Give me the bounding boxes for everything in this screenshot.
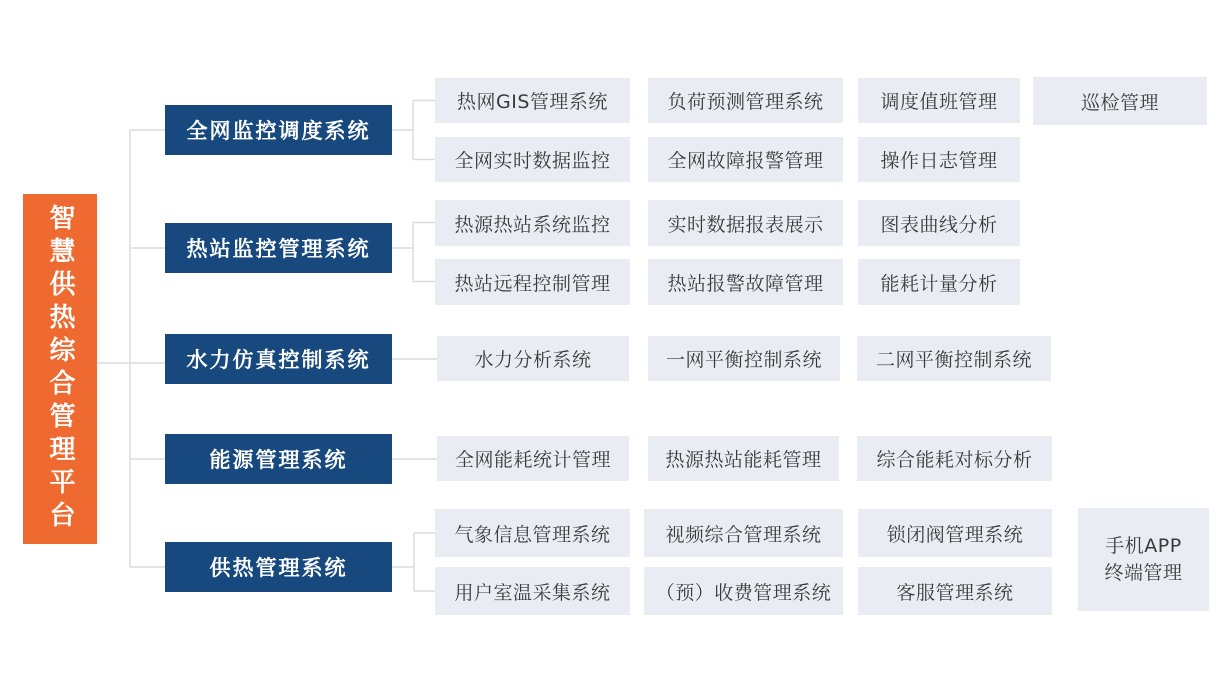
subsystem-box: 二网平衡控制系统 (857, 336, 1051, 381)
system-box-heating-management: 供热管理系统 (165, 542, 392, 592)
subsystem-box: 客服管理系统 (858, 567, 1052, 615)
system-box-network-monitoring-dispatch: 全网监控调度系统 (165, 105, 392, 155)
subsystem-box: 操作日志管理 (858, 137, 1020, 182)
subsystem-box: 全网实时数据监控 (435, 137, 630, 182)
subsystem-box: 热站远程控制管理 (435, 259, 630, 305)
system-box-hydraulic-simulation: 水力仿真控制系统 (165, 334, 392, 384)
platform-root-box: 智慧供热综合管理平台 (23, 194, 97, 544)
subsystem-box: 气象信息管理系统 (435, 509, 630, 557)
system-box-station-monitoring: 热站监控管理系统 (165, 223, 392, 273)
subsystem-label-line1: 手机APP (1105, 534, 1182, 557)
subsystem-label-line2: 终端管理 (1104, 561, 1183, 584)
subsystem-box: 综合能耗对标分析 (857, 436, 1052, 481)
subsystem-box: 热源热站系统监控 (435, 200, 630, 246)
subsystem-box: 用户室温采集系统 (435, 567, 630, 615)
subsystem-box: 全网故障报警管理 (648, 137, 843, 182)
subsystem-box: 水力分析系统 (437, 336, 629, 381)
subsystem-box: 负荷预测管理系统 (648, 78, 843, 123)
system-box-energy-management: 能源管理系统 (165, 434, 392, 484)
subsystem-box: 热网GIS管理系统 (435, 78, 630, 123)
subsystem-box: 图表曲线分析 (858, 200, 1020, 246)
subsystem-box: 一网平衡控制系统 (648, 336, 840, 381)
subsystem-box-mobile-app (1078, 508, 1209, 611)
subsystem-box: 实时数据报表展示 (648, 200, 843, 246)
subsystem-box: 视频综合管理系统 (644, 509, 843, 557)
subsystem-box: 能耗计量分析 (858, 259, 1020, 305)
subsystem-box: 全网能耗统计管理 (437, 436, 629, 481)
subsystem-box: （预）收费管理系统 (644, 567, 843, 615)
subsystem-box: 巡检管理 (1033, 77, 1207, 125)
subsystem-box: 热源热站能耗管理 (648, 436, 839, 481)
subsystem-box: 锁闭阀管理系统 (858, 509, 1052, 557)
subsystem-box: 调度值班管理 (858, 78, 1020, 123)
subsystem-box: 热站报警故障管理 (648, 259, 843, 305)
